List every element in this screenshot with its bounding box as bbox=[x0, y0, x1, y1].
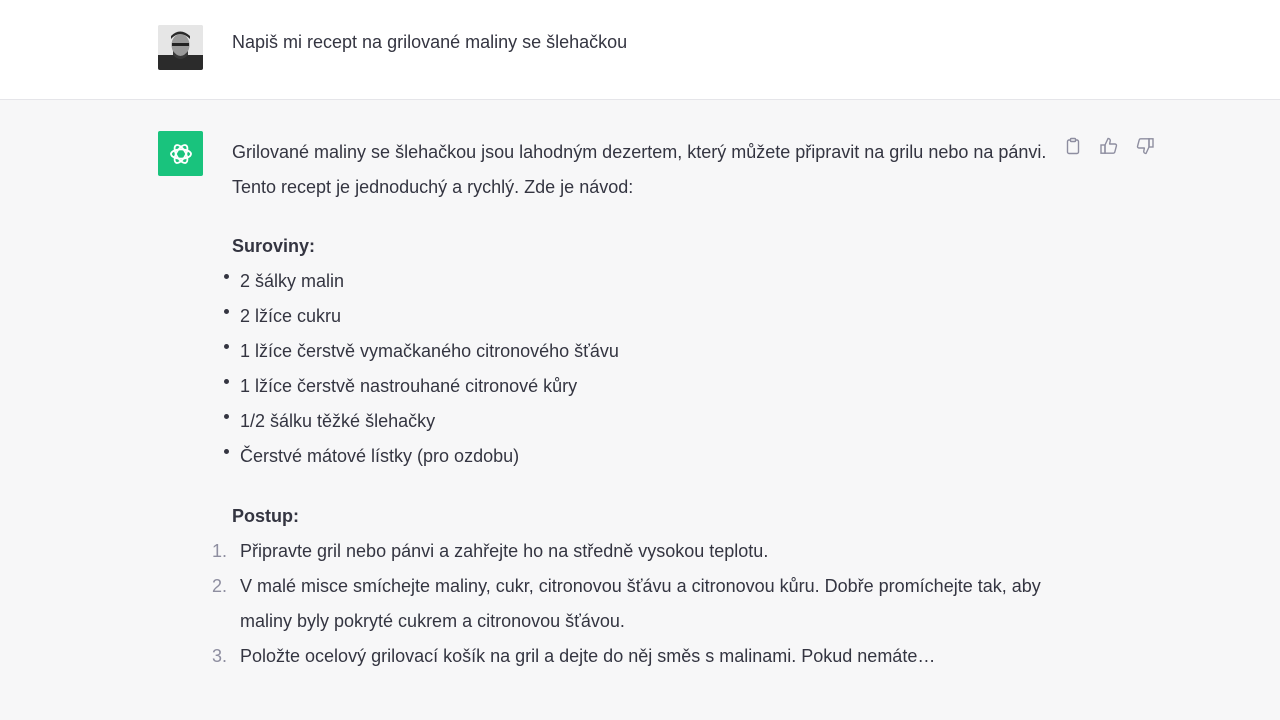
thumbs-down-icon bbox=[1135, 136, 1155, 156]
user-message-row bbox=[0, 0, 1280, 100]
list-item: 1 lžíce čerstvě nastrouhané citronové kůry bbox=[232, 369, 1057, 404]
list-item: 1/2 šálku těžké šlehačky bbox=[232, 404, 1057, 439]
list-item: 2 lžíce cukru bbox=[232, 299, 1057, 334]
steps-list bbox=[212, 534, 1057, 674]
step-text: Připravte gril nebo pánvi a zahřejte ho na středně vysokou teplotu. bbox=[240, 541, 769, 561]
list-item: Čerstvé mátové lístky (pro ozdobu) bbox=[232, 439, 1057, 474]
step-item bbox=[212, 534, 1057, 569]
step-text: Položte ocelový grilovací košík na gril a dejte do něj směs s malinami. Pokud nemáte… bbox=[240, 646, 936, 666]
intro-paragraph: Grilované maliny se šlehačkou jsou lahodným dezertem, který můžete připravit na grilu nebo na pánvi. Tento recept je jednoduchý a rychlý. Zde je návod: bbox=[232, 142, 1047, 197]
thumbs-up-icon bbox=[1099, 136, 1119, 156]
copy-icon bbox=[1064, 137, 1082, 155]
step-number: 2. bbox=[212, 576, 228, 596]
thumbs-down-button[interactable] bbox=[1134, 135, 1156, 157]
thumbs-up-button[interactable] bbox=[1098, 135, 1120, 157]
step-text: V malé misce smíchejte maliny, cukr, citronovou šťávu a citronovou kůru. Dobře promíchejte tak, aby maliny byly pokryté cukrem a citronovou šťávou. bbox=[240, 576, 1041, 631]
step-item bbox=[212, 569, 1057, 639]
ingredients-list bbox=[232, 264, 1057, 474]
assistant-avatar bbox=[158, 131, 203, 176]
user-avatar bbox=[158, 25, 203, 70]
step-number: 1. bbox=[212, 541, 228, 561]
list-item: 2 šálky malin bbox=[232, 264, 1057, 299]
openai-logo-icon bbox=[168, 141, 194, 167]
steps-heading: Postup: bbox=[232, 506, 299, 526]
message-actions bbox=[1062, 135, 1156, 157]
assistant-message-row bbox=[0, 100, 1280, 720]
ingredients-heading: Suroviny: bbox=[232, 236, 316, 256]
list-item: 1 lžíce čerstvě vymačkaného citronového šťávu bbox=[232, 334, 1057, 369]
copy-button[interactable] bbox=[1062, 135, 1084, 157]
assistant-message-content bbox=[212, 135, 1057, 674]
step-item bbox=[212, 639, 1057, 674]
user-message-text: Napiš mi recept na grilované maliny se šlehačkou bbox=[232, 32, 628, 52]
user-avatar-photo bbox=[158, 25, 203, 70]
step-number: 3. bbox=[212, 646, 228, 666]
